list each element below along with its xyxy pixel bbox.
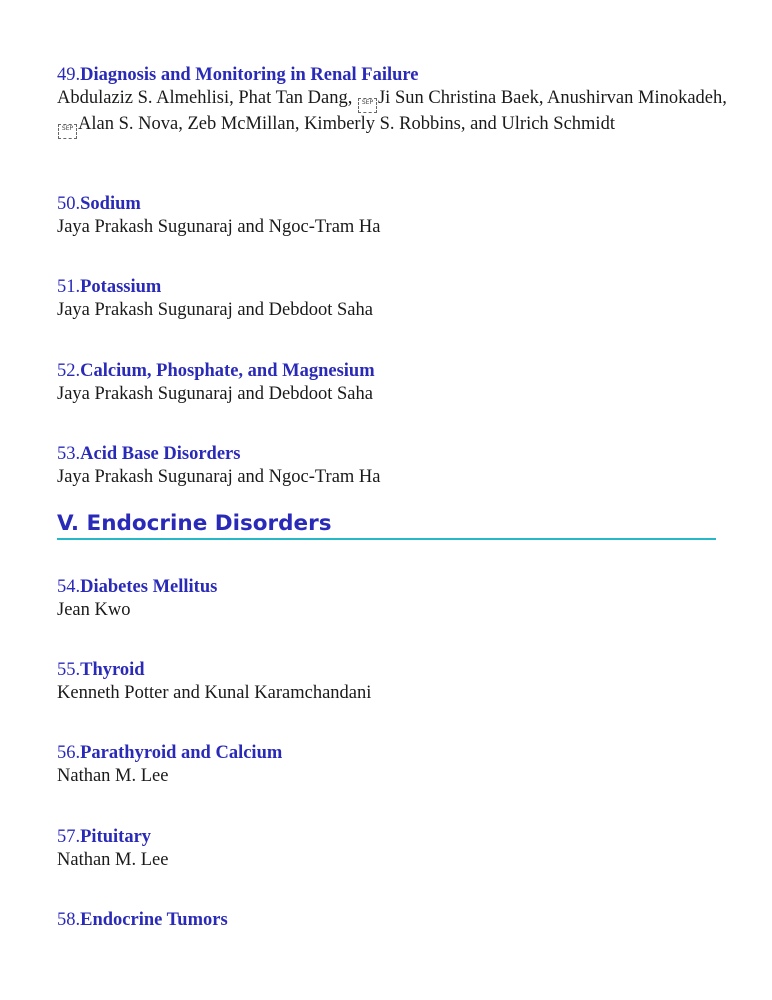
chapter-53	[57, 443, 737, 489]
chapter-title	[57, 276, 737, 299]
chapter-name: Calcium, Phosphate, and Magnesium	[80, 361, 375, 381]
sep-glyph-icon: SEP	[58, 124, 77, 139]
chapter-name: Pituitary	[80, 827, 152, 847]
chapter-number: 51.	[57, 277, 81, 297]
chapter-56	[57, 742, 737, 788]
chapter-authors: Jaya Prakash Sugunaraj and Debdoot Saha	[57, 300, 373, 320]
chapter-number: 49.	[57, 65, 81, 85]
chapter-title	[57, 742, 737, 765]
chapter-number: 58.	[57, 910, 81, 930]
chapter-title	[57, 909, 737, 932]
chapter-number: 52.	[57, 361, 81, 381]
chapter-number: 55.	[57, 660, 81, 680]
chapter-number: 53.	[57, 444, 81, 464]
section-title: V. Endocrine Disorders	[57, 511, 332, 536]
chapter-authors: Jaya Prakash Sugunaraj and Debdoot Saha	[57, 384, 373, 404]
chapter-authors	[57, 87, 737, 139]
chapter-name: Diagnosis and Monitoring in Renal Failure	[80, 65, 419, 85]
chapter-52	[57, 360, 737, 406]
chapter-name: Parathyroid and Calcium	[80, 743, 283, 763]
authors-part: Alan S. Nova, Zeb McMillan, Kimberly S. Robbins, and Ulrich Schmidt	[78, 114, 615, 134]
chapter-name: Acid Base Disorders	[80, 444, 241, 464]
chapter-title	[57, 576, 737, 599]
chapter-58	[57, 909, 737, 932]
chapter-title	[57, 826, 737, 849]
chapter-authors: Kenneth Potter and Kunal Karamchandani	[57, 683, 372, 703]
chapter-number: 56.	[57, 743, 81, 763]
chapter-authors: Jaya Prakash Sugunaraj and Ngoc-Tram Ha	[57, 467, 381, 487]
chapter-authors: Nathan M. Lee	[57, 850, 169, 870]
chapter-name: Thyroid	[80, 660, 145, 680]
chapter-title	[57, 443, 737, 466]
chapter-title	[57, 64, 737, 87]
chapter-title	[57, 193, 737, 216]
chapter-number: 54.	[57, 577, 81, 597]
sep-glyph-icon: SEP	[358, 98, 377, 113]
chapter-name: Potassium	[80, 277, 162, 297]
chapter-number: 50.	[57, 194, 81, 214]
chapter-54	[57, 576, 737, 622]
chapter-name: Sodium	[80, 194, 141, 214]
chapter-55	[57, 659, 737, 705]
chapter-name: Diabetes Mellitus	[80, 577, 218, 597]
chapter-49	[57, 64, 737, 139]
chapter-51	[57, 276, 737, 322]
chapter-authors: Jean Kwo	[57, 600, 131, 620]
chapter-57	[57, 826, 737, 872]
chapter-title	[57, 360, 737, 383]
chapter-number: 57.	[57, 827, 81, 847]
authors-part: Abdulaziz S. Almehlisi, Phat Tan Dang,	[57, 88, 357, 108]
authors-part: Ji Sun Christina Baek, Anushirvan Minokadeh,	[377, 88, 727, 108]
chapter-authors: Nathan M. Lee	[57, 766, 169, 786]
section-heading	[57, 511, 716, 540]
chapter-title	[57, 659, 737, 682]
chapter-name: Endocrine Tumors	[80, 910, 228, 930]
chapter-authors: Jaya Prakash Sugunaraj and Ngoc-Tram Ha	[57, 217, 381, 237]
chapter-50	[57, 193, 737, 239]
